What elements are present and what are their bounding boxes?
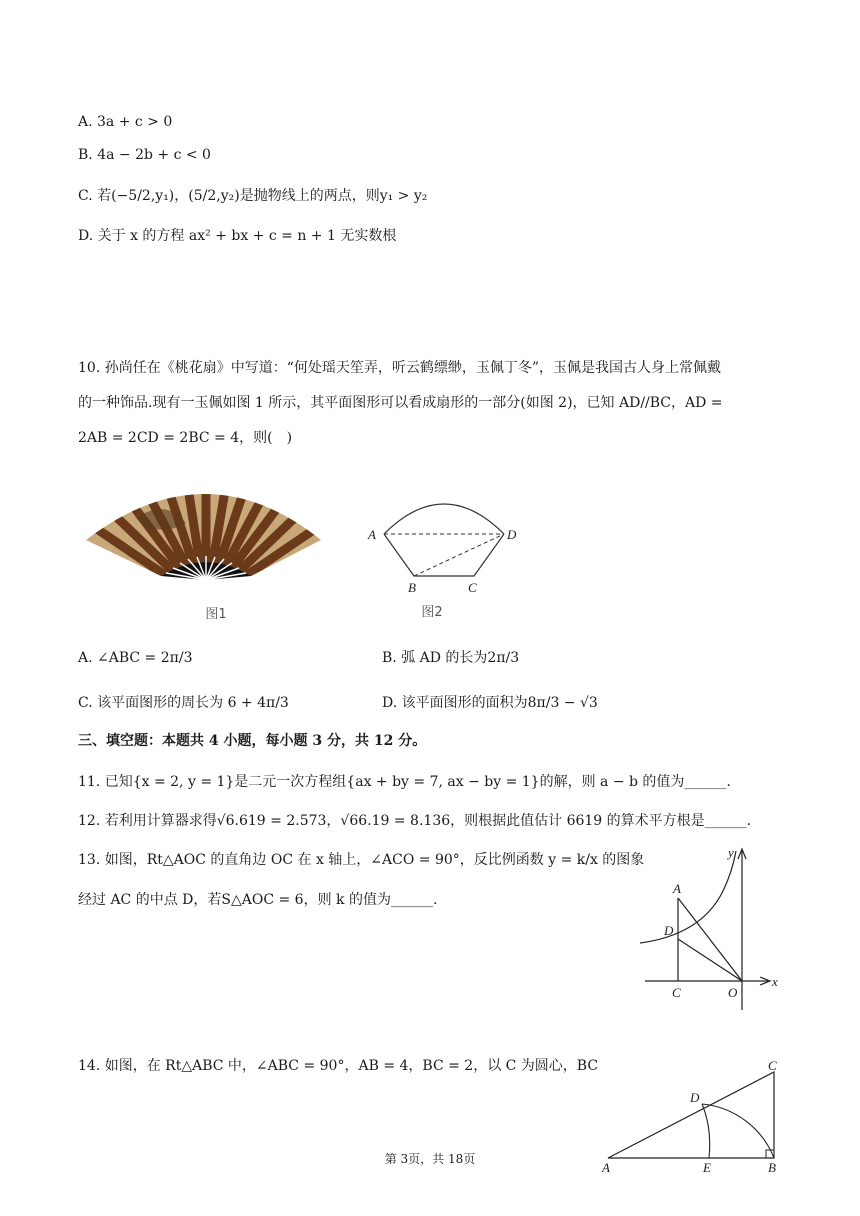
q9-option-b: B. 4a − 2b + c < 0: [78, 147, 211, 163]
fig2-caption: 图2: [421, 605, 443, 620]
q14-text-line1: 14. 如图，在 Rt△ABC 中，∠ABC = 90°，AB = 4，BC = 2，以 C 为圆心，BC: [78, 1058, 599, 1074]
page-footer: 第 3页，共 18页: [384, 1152, 476, 1166]
q10-text-line1: 10. 孙尚任在《桃花扇》中写道：“何处瑶天笙弄，听云鹤缥缈，玉佩丁冬”，玉佩是我国古人身上常佩戴: [78, 360, 722, 376]
fan-figure: [76, 468, 336, 622]
q10-text-line2: 的一种饰品.现有一玉佩如图 1 所示，其平面图形可以看成扇形的一部分(如图 2)，已知 AD//BC，AD =: [78, 395, 723, 411]
q10-option-d: D. 该平面图形的面积为8π/3 − √3: [382, 695, 598, 711]
q13-label-a: A: [673, 881, 681, 896]
fig2-diagram: [364, 488, 544, 638]
fig2-label-d: D: [507, 527, 517, 542]
q9-option-a: A. 3a + c > 0: [78, 114, 173, 130]
q12-text: 12. 若利用计算器求得√6.619 = 2.573，√66.19 = 8.136，则根据此值估计 6619 的算术平方根是______.: [78, 813, 752, 829]
q13-label-o: O: [728, 985, 738, 1000]
q13-label-x: x: [772, 974, 778, 989]
q14-label-b: B: [768, 1160, 776, 1175]
q14-label-e: E: [703, 1160, 711, 1175]
q10-option-c: C. 该平面图形的周长为 6 + 4π/3: [78, 695, 289, 711]
q11-text: 11. 已知{x = 2, y = 1}是二元一次方程组{ax + by = 7, ax − by = 1}的解，则 a − b 的值为______.: [78, 774, 731, 790]
q14-label-d: D: [690, 1090, 700, 1105]
q10-option-a: A. ∠ABC = 2π/3: [78, 650, 193, 666]
q10-text-line3: 2AB = 2CD = 2BC = 4，则( ): [78, 430, 293, 446]
q9-option-c: C. 若(−5/2,y₁)，(5/2,y₂)是抛物线上的两点，则y₁ > y₂: [78, 188, 428, 204]
q14-label-a: A: [602, 1160, 610, 1175]
q9-option-d: D. 关于 x 的方程 ax² + bx + c = n + 1 无实数根: [78, 228, 397, 244]
fig2-label-c: C: [468, 580, 477, 595]
fig1-caption: 图1: [205, 607, 227, 622]
fig2-label-a: A: [368, 527, 376, 542]
q10-option-b: B. 弧 AD 的长为2π/3: [382, 650, 520, 666]
q14-label-c: C: [768, 1058, 777, 1073]
fig2-label-b: B: [408, 580, 416, 595]
q13-text-line1: 13. 如图，Rt△AOC 的直角边 OC 在 x 轴上，∠ACO = 90°，反比例函数 y = k/x 的图象: [78, 852, 645, 868]
q13-label-c: C: [672, 985, 681, 1000]
q13-text-line2: 经过 AC 的中点 D，若S△AOC = 6，则 k 的值为______.: [78, 892, 438, 908]
q13-label-d: D: [664, 923, 674, 938]
q13-label-y: y: [728, 845, 734, 860]
q13-diagram: [640, 845, 790, 1015]
section3-heading: 三、填空题：本题共 4 小题，每小题 3 分，共 12 分。: [78, 733, 427, 749]
